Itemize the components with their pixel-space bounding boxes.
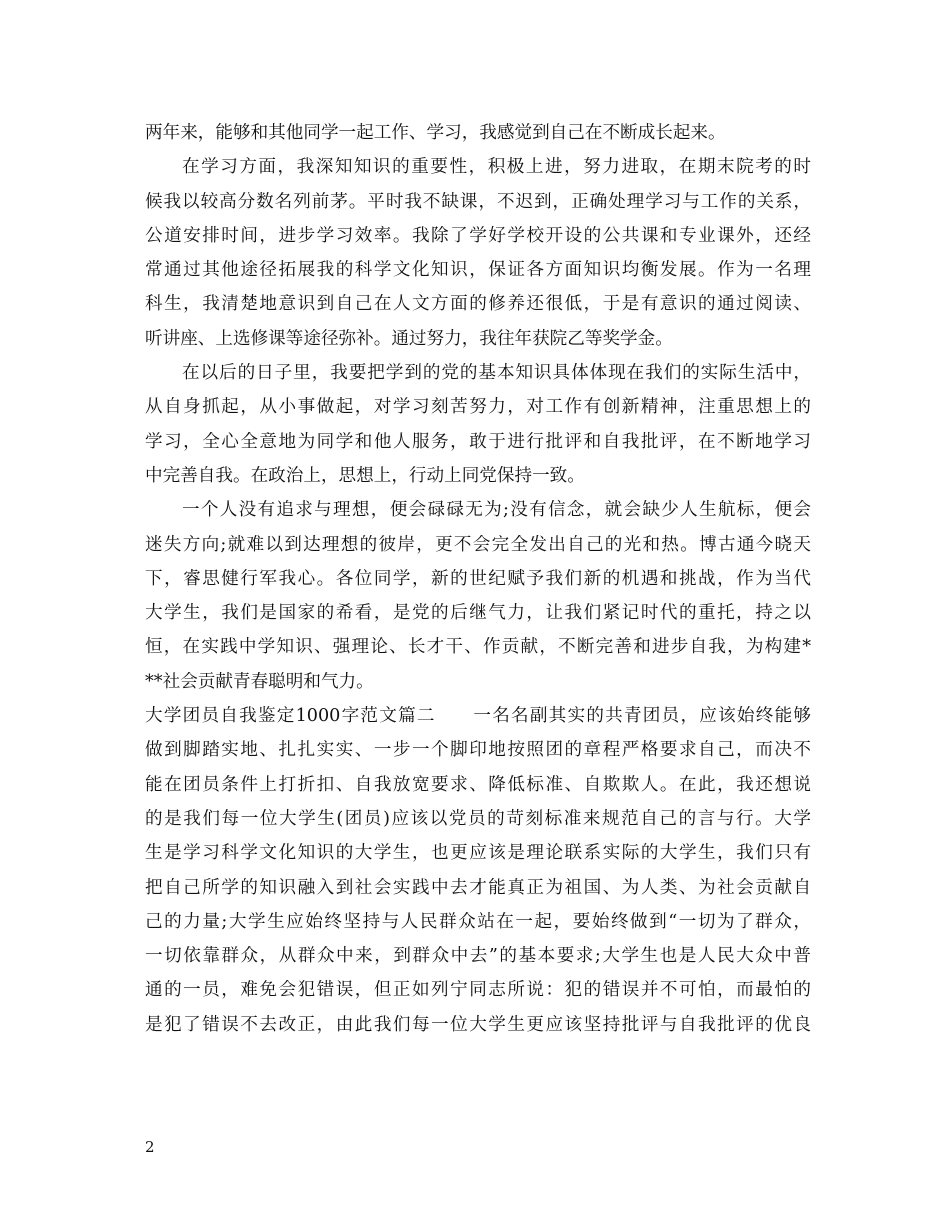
text-line: 是犯了错误不去改正，由此我们每一位大学生更应该坚持批评与自我批评的优良 [145, 1014, 811, 1035]
text-line: 从自身抓起，从小事做起，对学习刻苦努力，对工作有创新精神，注重思想上的 [145, 397, 811, 418]
text-line: 大学生，我们是国家的希看，是党的后继气力，让我们紧记时代的重托，持之以 [145, 603, 811, 624]
text-line: 恒，在实践中学知识、强理论、长才干、作贡献，不断完善和进步自我，为构建* [145, 637, 811, 658]
text-line: 一个人没有追求与理想，便会碌碌无为;没有信念，就会缺少人生航标，便会 [182, 500, 811, 521]
text-line: 能在团员条件上打折扣、自我放宽要求、降低标准、自欺欺人。在此，我还想说 [145, 774, 811, 795]
text-line: 迷失方向;就难以到达理想的彼岸，更不会完全发出自己的光和热。博古通今晓天 [145, 534, 811, 555]
text-line: 做到脚踏实地、扎扎实实、一步一个脚印地按照团的章程严格要求自己，而决不 [145, 740, 811, 761]
page-number: 2 [145, 1138, 155, 1156]
text-line: 候我以较高分数名列前茅。平时我不缺课，不迟到，正确处理学习与工作的关系， [145, 191, 811, 212]
text-line: 己的力量;大学生应始终坚持与人民群众站在一起，要始终做到“一切为了群众， [145, 911, 811, 932]
text-line: 科生，我清楚地意识到自己在人文方面的修养还很低，于是有意识的通过阅读、 [145, 294, 811, 315]
text-line: 一切依靠群众，从群众中来，到群众中去”的基本要求;大学生也是人民大众中普 [145, 946, 811, 967]
document-body [145, 116, 811, 1042]
text-line: 学习，全心全意地为同学和他人服务，敢于进行批评和自我批评，在不断地学习 [145, 431, 811, 452]
text-line: 在以后的日子里，我要把学到的党的基本知识具体体现在我们的实际生活中， [182, 363, 811, 384]
text-line: 常通过其他途径拓展我的科学文化知识，保证各方面知识均衡发展。作为一名理 [145, 260, 811, 281]
text-line: 的是我们每一位大学生(团员)应该以党员的苛刻标准来规范自己的言与行。大学 [145, 808, 811, 829]
text-line: 通的一员，难免会犯错误，但正如列宁同志所说：犯的错误并不可怕，而最怕的 [145, 980, 811, 1001]
text-line: 公道安排时间，进步学习效率。我除了学好学校开设的公共课和专业课外，还经 [145, 225, 811, 246]
text-line: 听讲座、上选修课等途径弥补。通过努力，我往年获院乙等奖学金。 [145, 328, 673, 349]
text-line: 两年来，能够和其他同学一起工作、学习，我感觉到自己在不断成长起来。 [145, 123, 726, 143]
text-line: 生是学习科学文化知识的大学生，也更应该是理论联系实际的大学生，我们只有 [145, 843, 811, 864]
text-line: 下，睿思健行军我心。各位同学，新的世纪赋予我们新的机遇和挑战，作为当代 [145, 568, 811, 589]
text-line: **社会贡献青春聪明和气力。 [145, 671, 374, 692]
text-line: 把自己所学的知识融入到社会实践中去才能真正为祖国、为人类、为社会贡献自 [145, 877, 811, 898]
text-line: 在学习方面，我深知知识的重要性，积极上进，努力进取，在期末院考的时 [182, 157, 811, 178]
section-heading-line: 大学团员自我鉴定1000字范文篇二 一名名副其实的共青团员，应该始终能够 [145, 706, 811, 727]
text-line: 中完善自我。在政治上，思想上，行动上同党保持一致。 [145, 465, 585, 486]
